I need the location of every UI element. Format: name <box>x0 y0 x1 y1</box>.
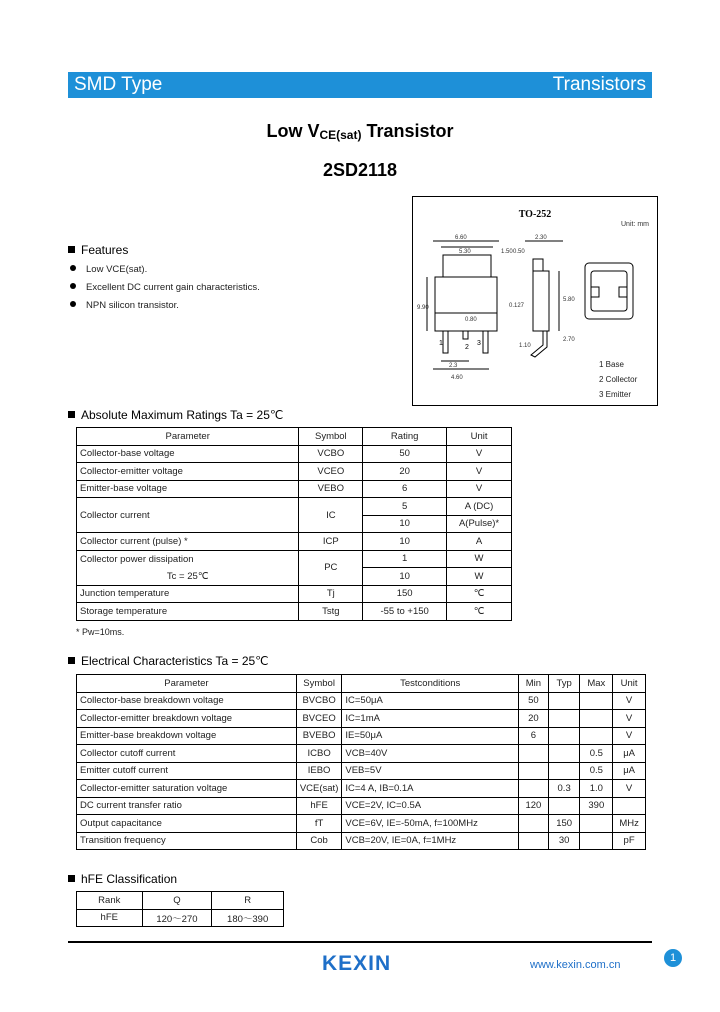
table-row: Collector current IC 5 A (DC) <box>77 498 512 516</box>
table-row: Transition frequency Cob VCB=20V, IE=0A, f=1MHz 30 pF <box>77 832 646 850</box>
table-row: hFE 120～270 180～390 <box>77 909 284 927</box>
table-row: Emitter-base breakdown voltage BVEBO IE=50μA 6 V <box>77 727 646 745</box>
package-name: TO-252 <box>518 209 552 220</box>
table-row: Emitter-base voltage VEBO 6 V <box>77 480 512 498</box>
pin-label-collector: 2 Collector <box>599 375 638 384</box>
abs-max-heading: Absolute Maximum Ratings Ta = 25℃ <box>68 408 283 422</box>
footer-url[interactable]: www.kexin.com.cn <box>530 959 621 971</box>
svg-text:3: 3 <box>477 340 481 347</box>
table-row: Collector-emitter saturation voltage VCE(sat) IC=4 A, IB=0.1A 0.3 1.0 V <box>77 780 646 798</box>
svg-text:6.60: 6.60 <box>455 235 467 241</box>
square-bullet-icon <box>68 411 75 418</box>
table-row: Collector power dissipation PC 1 W <box>77 550 512 568</box>
table-header-row: Parameter Symbol Testconditions Min Typ Max Unit <box>77 675 646 693</box>
svg-text:5.30: 5.30 <box>459 249 471 255</box>
svg-text:0.80: 0.80 <box>465 317 477 323</box>
table-row: Tc = 25℃ 10 W <box>77 568 512 586</box>
package-diagram <box>412 196 658 406</box>
svg-text:9.90: 9.90 <box>417 305 429 311</box>
page-number: 1 <box>664 949 682 967</box>
page-title: Low $V_{CE(sat)}$ Transistor <box>266 121 454 142</box>
elec-table <box>76 674 646 850</box>
bullet-icon <box>70 301 76 307</box>
bullet-icon <box>70 265 76 271</box>
table-header-row: Parameter Symbol Rating Unit <box>77 428 512 446</box>
features-heading: Features <box>68 243 128 257</box>
hfe-heading: hFE Classification <box>68 872 177 886</box>
part-number: 2SD2118 <box>322 160 398 180</box>
feature-item: Excellent DC current gain characteristics. <box>70 282 260 293</box>
table-row: DC current transfer ratio hFE VCE=2V, IC=0.5A 120 390 <box>77 797 646 815</box>
feature-item: NPN silicon transistor. <box>70 300 179 311</box>
square-bullet-icon <box>68 657 75 664</box>
svg-text:2.70: 2.70 <box>563 337 575 343</box>
header-right: Transistors <box>552 74 646 95</box>
table-row: Storage temperature Tstg -55 to +150 ℃ <box>77 603 512 621</box>
table-row: Collector cutoff current ICBO VCB=40V 0.5 μA <box>77 745 646 763</box>
pin-label-emitter: 3 Emitter <box>599 390 632 399</box>
table-row: Collector-emitter breakdown voltage BVCEO IC=1mA 20 V <box>77 710 646 728</box>
abs-max-table <box>76 427 512 621</box>
svg-text:1.50: 1.50 <box>501 249 513 255</box>
table-row: 10 A(Pulse)* <box>77 515 512 533</box>
table-header-row: Rank Q R <box>77 892 284 910</box>
kexin-logo: KEXIN <box>322 952 392 975</box>
svg-text:1.10: 1.10 <box>519 343 531 349</box>
svg-text:1: 1 <box>439 340 443 347</box>
svg-text:0.127: 0.127 <box>509 303 525 309</box>
table-row: Collector-base breakdown voltage BVCBO IC=50μA 50 V <box>77 692 646 710</box>
header-left: SMD Type <box>74 74 163 95</box>
square-bullet-icon <box>68 246 75 253</box>
table-row: Collector-base voltage VCBO 50 V <box>77 445 512 463</box>
table-row: Collector current (pulse) * ICP 10 A <box>77 533 512 551</box>
package-drawing <box>413 197 657 405</box>
header-banner <box>68 72 652 98</box>
svg-text:4.60: 4.60 <box>451 375 463 381</box>
footer-rule <box>68 941 652 943</box>
footnote: * Pw=10ms. <box>76 627 125 637</box>
hfe-table <box>76 891 284 927</box>
bullet-icon <box>70 283 76 289</box>
svg-text:5.80: 5.80 <box>563 297 575 303</box>
svg-text:2: 2 <box>465 344 469 351</box>
square-bullet-icon <box>68 875 75 882</box>
pin-label-base: 1 Base <box>599 360 624 369</box>
table-row: Emitter cutoff current IEBO VEB=5V 0.5 μA <box>77 762 646 780</box>
svg-text:2.30: 2.30 <box>535 235 547 241</box>
svg-text:0.50: 0.50 <box>513 249 525 255</box>
table-row: Junction temperature Tj 150 ℃ <box>77 585 512 603</box>
unit-label: Unit: mm <box>621 221 649 228</box>
table-row: Collector-emitter voltage VCEO 20 V <box>77 463 512 481</box>
svg-text:2.3: 2.3 <box>449 363 458 369</box>
feature-item: Low VCE(sat). <box>70 264 147 275</box>
elec-heading: Electrical Characteristics Ta = 25℃ <box>68 654 269 668</box>
table-row: Output capacitance fT VCE=6V, IE=-50mA, f=100MHz 150 MHz <box>77 815 646 833</box>
